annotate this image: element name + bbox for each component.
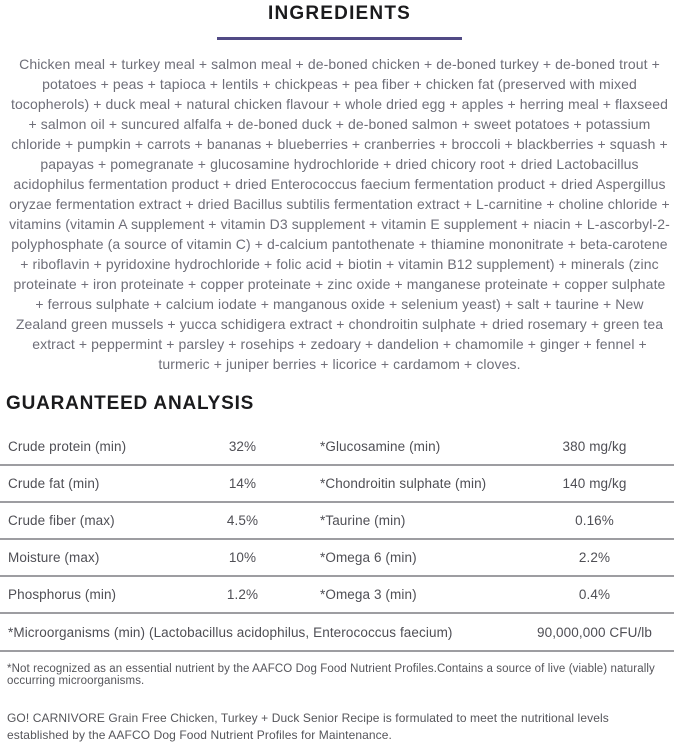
analysis-value: 2.2%: [578, 550, 611, 565]
analysis-value: 14%: [228, 476, 257, 491]
analysis-value: 140 mg/kg: [562, 476, 627, 491]
table-row: [0, 577, 674, 614]
analysis-value: 0.16%: [575, 513, 614, 528]
asterisk-footnote: *Not recognized as an essential nutrient by the AAFCO Dog Food Nutrient Profiles.Contains a source of live (viable) naturally occurring microorganisms.: [7, 663, 655, 687]
table-row: [0, 466, 674, 503]
analysis-value: 90,000,000 CFU/lb: [536, 624, 653, 640]
analysis-value: 32%: [228, 439, 257, 454]
guaranteed-analysis-table: [0, 429, 674, 652]
analysis-value: 380 mg/kg: [562, 439, 627, 454]
aafco-statement: GO! CARNIVORE Grain Free Chicken, Turkey + Duck Senior Recipe is formulated to meet the nutritional levels established by the AAFCO Dog Food Nutrient Profiles for Maintenance.: [7, 711, 609, 742]
analysis-label: Moisture (max): [8, 550, 100, 565]
ingredients-list-text: Chicken meal + turkey meal + salmon meal + de-boned chicken + de-boned turkey + de-boned trout + potatoes + peas + tapioca + lentils + chickpeas + pea fiber + chicken fat (preserved with mixed tocopherols) + duck meal + natural chicken flavour + whole dried egg + apples + herring meal + flaxseed + salmon oil + suncured alfalfa + de-boned duck + de-boned salmon + sweet potatoes + potassium chloride + pumpkin + carrots + bananas + blueberries + cranberries + broccoli + blackberries + squash + papayas + pomegranate + glucosamine hydrochloride + dried chicory root + dried Lactobacillus acidophilus fermentation product + dried Enterococcus faecium fermentation product + dried Aspergillus oryzae fermentation extract + dried Bacillus subtilis fermentation extract + L-carnitine + choline chloride + vitamins (vitamin A supplement + vitamin D3 supplement + vitamin E supplement + niacin + L-ascorbyl-2-polyphosphate (a source of vitamin C) + d-calcium pantothenate + thiamine mononitrate + beta-carotene + riboflavin + pyridoxine hydrochloride + folic acid + biotin + vitamin B12 supplement) + minerals (zinc proteinate + iron proteinate + copper proteinate + zinc oxide + manganese proteinate + copper sulphate + ferrous sulphate + calcium iodate + manganous oxide + selenium yeast) + salt + taurine + New Zealand green mussels + yucca schidigera extract + chondroitin sulphate + dried rosemary + green tea extract + peppermint + parsley + rosehips + zedoary + dandelion + chamomile + ginger + fennel + turmeric + juniper berries + licorice + cardamom + cloves.: [9, 56, 670, 372]
analysis-label: *Omega 6 (min): [320, 550, 417, 565]
guaranteed-analysis-title: GUARANTEED ANALYSIS: [6, 393, 255, 414]
analysis-label: *Omega 3 (min): [320, 587, 417, 602]
analysis-value: 10%: [228, 550, 257, 565]
title-underline-rule: [217, 37, 462, 40]
analysis-label: *Microorganisms (min) (Lactobacillus acidophilus, Enterococcus faecium): [8, 624, 453, 640]
analysis-label: Crude protein (min): [8, 439, 127, 454]
table-row: [0, 429, 674, 466]
analysis-value: 1.2%: [226, 587, 259, 602]
table-row: [0, 540, 674, 577]
table-row: [0, 503, 674, 540]
analysis-label: *Glucosamine (min): [320, 439, 441, 454]
analysis-label: Crude fat (min): [8, 476, 100, 491]
analysis-label: Phosphorus (min): [8, 587, 117, 602]
analysis-value: 4.5%: [226, 513, 259, 528]
analysis-value: 0.4%: [578, 587, 611, 602]
analysis-label: Crude fiber (max): [8, 513, 115, 528]
table-row-microorganisms: [0, 614, 674, 652]
analysis-label: *Taurine (min): [320, 513, 406, 528]
analysis-label: *Chondroitin sulphate (min): [320, 476, 487, 491]
ingredients-title: INGREDIENTS: [267, 3, 412, 24]
